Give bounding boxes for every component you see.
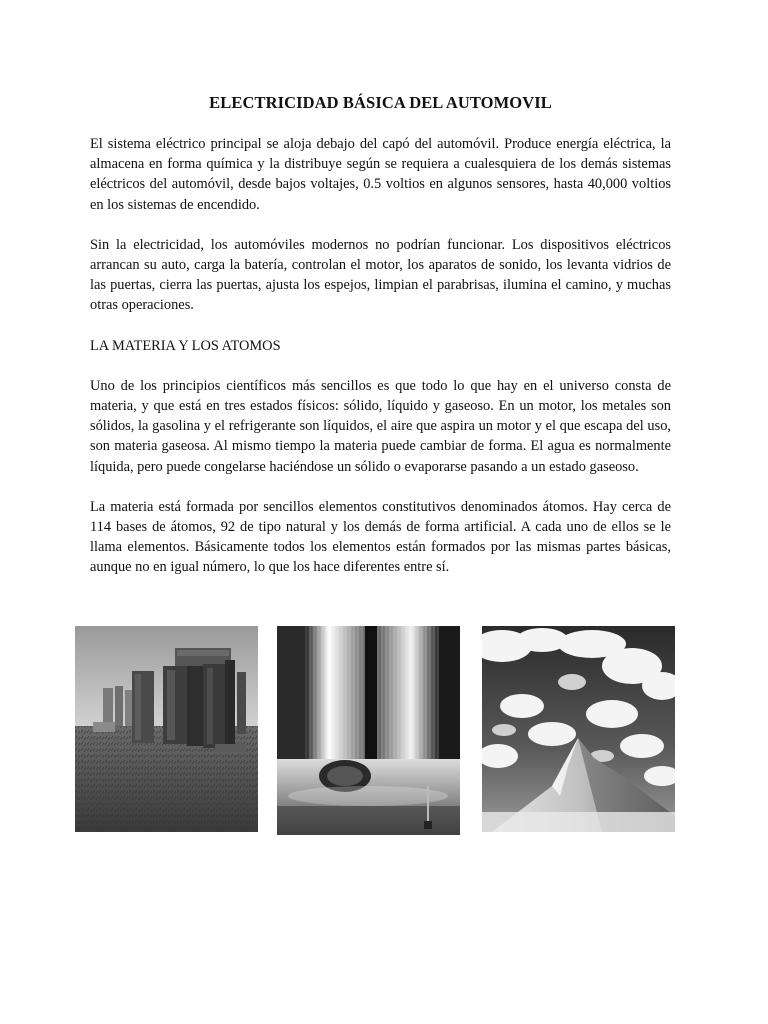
figure-row: [75, 626, 675, 836]
section-heading: LA MATERIA Y LOS ATOMOS: [90, 337, 281, 354]
paragraph-electrical-system: El sistema eléctrico principal se aloja debajo del capó del automóvil. Produce energía eléctrica, la almacena en forma química y la distribuye según se requiera a cualesquiera de los demás sistemas eléctricos del automóvil, desde bajos voltajes, 0.5 voltios en algunos sensores, hasta 40,000 voltios en los sistemas de encendido.: [90, 136, 671, 213]
waterfall-photo: [277, 626, 460, 835]
document-page: [90, 93, 671, 598]
paragraph-without-electricity: Sin la electricidad, los automóviles modernos no podrían funcionar. Los dispositivos eléctricos arrancan su auto, carga la batería, controlan el motor, los aparatos de sonido, los levanta vidrios de las puertas, cierra las puertas, ajusta los espejos, limpian el parabrisas, ilumina el camino, y muchas otras operaciones.: [90, 236, 671, 314]
stonehenge-photo: [75, 626, 258, 832]
document-title: ELECTRICIDAD BÁSICA DEL AUTOMOVIL: [209, 93, 552, 112]
mountain-clouds-photo: [482, 626, 675, 832]
paragraph-states-of-matter: Uno de los principios científicos más sencillos es que todo lo que hay en el universo consta de materia, y que está en tres estados físicos: sólido, líquido y gaseoso. En un motor, los metales son sólidos, la gasolina y el refrigerante son líquidos, el aire que aspira un motor y el que escapa del uso, son materia gaseosa. Al mismo tiempo la materia puede cambiar de forma. El agua es normalmente líquida, pero puede congelarse haciéndose un sólido o evaporarse pasando a un estado gaseoso.: [90, 377, 671, 475]
paragraph-atoms: La materia está formada por sencillos elementos constitutivos denominados átomos. Hay cerca de 114 bases de átomos, 92 de tipo natural y los demás de forma artificial. A cada uno de ellos se le llama elementos. Básicamente todos los elementos están formados por las mismas partes básicas, aunque no en igual número, lo que los hace diferentes entre sí.: [90, 498, 671, 576]
